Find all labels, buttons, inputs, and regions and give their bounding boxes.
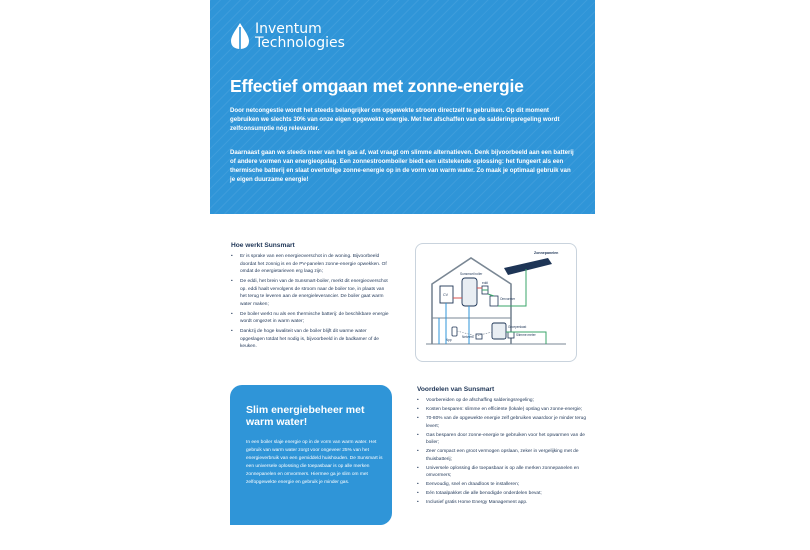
app-label: App xyxy=(446,338,452,342)
hero-paragraph-2: Daarnaast gaan we steeds meer van het gas af, wat vraagt om slimme alternatieven. Denk bijvoorbeeld aan een batterij of andere vormen van energieopslag. Een zonnestroomboiler biedt een uitstekende oplossing: het fungeert als een thermische batterij en slaat overtollige zonne-energie op in de vorm van warm water. Zo maak je optimaal gebruik van je eigen duurzame energie! xyxy=(230,149,574,183)
list-item: • Universele oplossing die toepasbaar is op alle merken zonnepanelen en omvormers; xyxy=(417,465,587,480)
house-system-diagram xyxy=(415,243,577,362)
card-title: Slim energiebeheer met warm water! xyxy=(246,404,365,428)
advantages-list xyxy=(417,397,587,508)
list-item: • Er is sprake van een energieoverschot in de woning. Bijvoorbeeld doordat het zonnig is en de PV-panelen zonne-energie opwekken. Of omdat de energietarieven erg laag zijn; xyxy=(231,253,391,276)
drop-logo-icon xyxy=(230,22,250,50)
inverter-unit xyxy=(490,296,498,306)
inverter-label: Omvormer xyxy=(500,297,516,301)
eddi-label: eddi xyxy=(482,281,489,285)
brand-line2: Technologies xyxy=(255,35,345,51)
highlight-card xyxy=(230,385,392,525)
fuse-box xyxy=(492,323,506,339)
boiler-label: Sunsmart boiler xyxy=(460,272,483,276)
hero-paragraph-1: Door netcongestie wordt het steeds belangrijker om opgewekte stroom directzelf te gebruiken. Op dit moment gebruiken we slechts 30% van onze eigen opgewekte energie. Met het afschaffen van de salderingsregeling wordt zelfconsumptie nóg relevanter. xyxy=(230,107,560,132)
hero-title: Effectief omgaan met zonne-energie xyxy=(230,76,524,96)
list-item: • Gas besparen door zonne-energie te gebruiken voor het opwarmen van de boiler; xyxy=(417,432,587,447)
list-item: • Inclusief gratis Home Energy Management app. xyxy=(417,499,587,507)
advantages-heading: Voordelen van Sunsmart xyxy=(417,386,495,393)
smart-meter xyxy=(508,332,514,338)
hero-banner xyxy=(210,0,595,214)
list-item: • Kosten besparen: slimme en efficiënte (lokale) opslag van zonne-energie; xyxy=(417,406,587,414)
solar-label: Zonnepanelen xyxy=(534,251,559,255)
list-item: • Zeer compact een groot vermogen opslaan, zeker in vergelijking met de thuisbatterij; xyxy=(417,448,587,463)
network-label: Netwerk xyxy=(462,335,474,339)
house-diagram-svg xyxy=(416,244,576,361)
boiler-tank xyxy=(462,278,477,306)
solar-panel xyxy=(504,258,552,275)
cv-label: CV xyxy=(443,293,448,297)
flyer-page xyxy=(210,0,595,550)
meter-label: Slimme meter xyxy=(516,333,536,337)
brand-logo xyxy=(230,22,345,50)
how-it-works-heading: Hoe werkt Sunsmart xyxy=(231,242,295,249)
list-item: • 70-80% van de opgewekte energie zelf gebruiken waardoor je minder terug levert; xyxy=(417,415,587,430)
brand-name xyxy=(255,22,345,50)
list-item: • Eenvoudig, snel en draadloos te installeren; xyxy=(417,481,587,489)
how-it-works-list xyxy=(231,253,391,353)
card-body: In een boiler slaje energie op in de vorm van warm water. Het gebruik van warm water zorgt voor ongeveer 25% van het energieverbruik van een gemiddeld huishouden. De Sunsmart is een universele oplossing die toepasbaar is op alle merken zonnepanelen en omvormers. Hiermee ga je slim om met zelfopgewekte energie en gebruik je minder gas. xyxy=(246,440,383,485)
list-item: • De eddi, het brein van de Sunsmart-boiler, merkt dit energieoverschot op. eddi haalt vervolgens de stroom naar de boiler toe, in plaats van het terug te leveren aan de energieleverancier. De boiler gaat warm water maken; xyxy=(231,278,391,308)
brand-line1: Inventum xyxy=(255,21,322,37)
app-phone xyxy=(452,327,457,336)
list-item: • Dankzij de hoge kwaliteit van de boiler blijft dit warme water opgeslagen totdat het nodig is, bijvoorbeeld in de badkamer of de keuken. xyxy=(231,328,391,351)
list-item: • Eén totaalpakket die alle benodigde onderdelen bevat; xyxy=(417,490,587,498)
list-item: • Voorbereiden op de afschaffing salderingsregeling; xyxy=(417,397,587,405)
list-item: • De boiler werkt nu als een thermische batterij: de beschikbare energie wordt omgezet in warm water; xyxy=(231,311,391,326)
fuse-label: Groepenkast xyxy=(508,325,527,329)
